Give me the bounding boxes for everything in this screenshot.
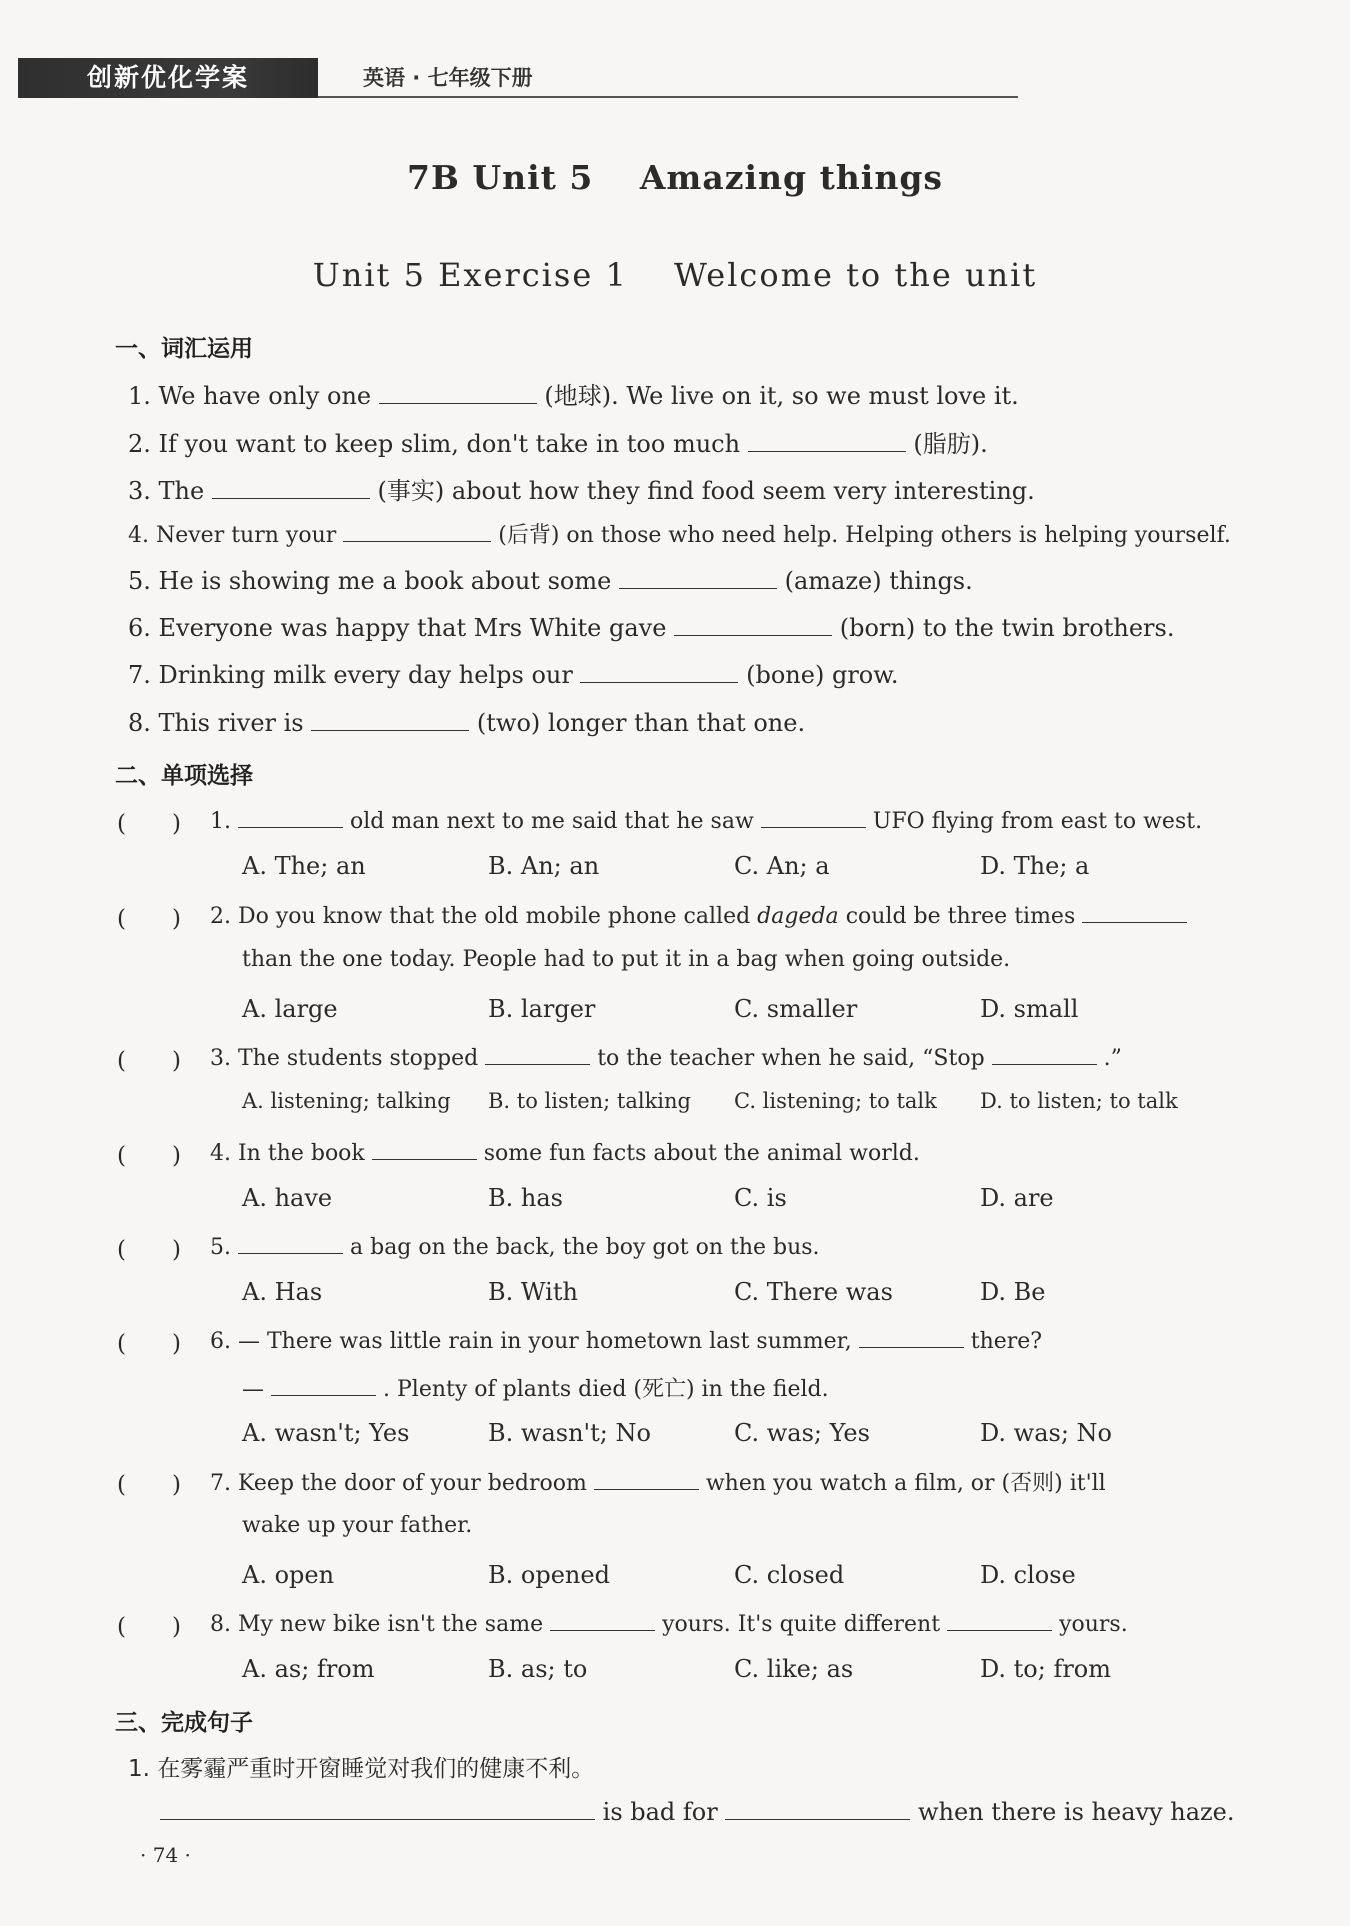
vocab-text: 2. If you want to keep slim, don't take in too much (128, 430, 741, 458)
option-c[interactable]: C. There was (734, 1278, 893, 1306)
option-a[interactable]: A. large (242, 995, 338, 1023)
mc-question-5 (210, 1231, 820, 1260)
option-b[interactable]: B. as; to (488, 1655, 588, 1683)
answer-paren[interactable]: ( ) (117, 1331, 181, 1357)
answer-paren[interactable]: ( ) (117, 811, 181, 837)
answer-blank[interactable] (212, 476, 370, 499)
question-text: a bag on the back, the boy got on the bus. (350, 1235, 820, 1260)
question-text: could be three times (845, 904, 1076, 929)
question-text: there? (970, 1329, 1043, 1354)
section1-heading: 一、词汇运用 (115, 336, 253, 362)
vocab-item-1 (128, 376, 1019, 411)
unit-title: 7B Unit 5 Amazing things (407, 158, 943, 197)
option-d[interactable]: D. to; from (980, 1655, 1112, 1683)
mc-question-8 (210, 1608, 1128, 1637)
answer-blank[interactable] (238, 805, 343, 828)
question-text: to the teacher when he said, “Stop (597, 1046, 985, 1071)
question-continuation: than the one today. People had to put it in a bag when going outside. (242, 947, 1011, 972)
answer-blank[interactable] (725, 1797, 910, 1820)
option-b[interactable]: B. With (488, 1278, 578, 1306)
question-text: 2. Do you know that the old mobile phone called (210, 904, 751, 929)
answer-blank[interactable] (485, 1042, 590, 1065)
question-text: — (242, 1377, 264, 1402)
question-text: 8. My new bike isn't the same (210, 1612, 544, 1637)
section2-heading: 二、单项选择 (115, 763, 253, 789)
vocab-text: (born) to the twin brothers. (839, 614, 1175, 642)
option-a[interactable]: A. Has (242, 1278, 323, 1306)
option-c[interactable]: C. listening; to talk (734, 1089, 937, 1113)
mc-question-7 (210, 1466, 1106, 1497)
option-a[interactable]: A. listening; talking (242, 1089, 451, 1113)
option-d[interactable]: D. close (980, 1561, 1076, 1589)
vocab-text: 4. Never turn your (128, 523, 337, 548)
vocab-text: 6. Everyone was happy that Mrs White gave (128, 614, 667, 642)
mc-question-1 (210, 805, 1202, 834)
option-a[interactable]: A. have (242, 1184, 333, 1212)
mc-question-6 (210, 1325, 1042, 1354)
option-d[interactable]: D. small (980, 995, 1079, 1023)
question-text: 4. In the book (210, 1141, 365, 1166)
answer-blank[interactable] (619, 566, 777, 589)
option-c[interactable]: C. was; Yes (734, 1419, 870, 1447)
answer-blank[interactable] (372, 1137, 477, 1160)
answer-blank[interactable] (674, 613, 832, 636)
answer-blank[interactable] (238, 1231, 343, 1254)
option-c[interactable]: C. smaller (734, 995, 858, 1023)
answer-blank[interactable] (271, 1373, 376, 1396)
translation-prompt: 1. 在雾霾严重时开窗睡觉对我们的健康不利。 (128, 1756, 595, 1782)
question-text: 1. (210, 809, 231, 834)
question-continuation (242, 1372, 829, 1403)
question-continuation: wake up your father. (242, 1513, 473, 1538)
answer-blank[interactable] (1082, 900, 1187, 923)
vocab-text: (bone) grow. (746, 661, 899, 689)
question-text: some fun facts about the animal world. (483, 1141, 920, 1166)
question-text: 3. The students stopped (210, 1046, 479, 1071)
option-c[interactable]: C. closed (734, 1561, 845, 1589)
page-number: · 74 · (140, 1843, 191, 1867)
vocab-text: 8. This river is (128, 709, 304, 737)
question-text: when you watch a film, or (否则) it'll (705, 1471, 1106, 1496)
answer-paren[interactable]: ( ) (117, 1472, 181, 1498)
option-a[interactable]: A. open (242, 1561, 335, 1589)
answer-blank[interactable] (859, 1325, 964, 1348)
mc-question-3 (210, 1042, 1122, 1071)
vocab-text: (two) longer than that one. (476, 709, 806, 737)
vocab-item-6 (128, 613, 1174, 642)
question-text: 7. Keep the door of your bedroom (210, 1471, 587, 1496)
option-a[interactable]: A. The; an (242, 852, 366, 880)
option-a[interactable]: A. as; from (242, 1655, 375, 1683)
question-text: UFO flying from east to west. (872, 809, 1203, 834)
option-d[interactable]: D. to listen; to talk (980, 1089, 1178, 1113)
option-d[interactable]: D. was; No (980, 1419, 1112, 1447)
answer-paren[interactable]: ( ) (117, 1048, 181, 1074)
question-text: 5. (210, 1235, 231, 1260)
vocab-text: (amaze) things. (784, 567, 973, 595)
option-b[interactable]: B. opened (488, 1561, 610, 1589)
vocab-item-5 (128, 566, 973, 595)
answer-paren[interactable]: ( ) (117, 906, 181, 932)
option-c[interactable]: C. is (734, 1184, 787, 1212)
header (18, 58, 1018, 98)
vocab-text: 3. The (128, 477, 205, 505)
vocab-text: (脂肪). (913, 430, 988, 458)
brand-logo: 创新优化学案 (18, 58, 318, 98)
vocab-text: (地球). We live on it, so we must love it. (544, 382, 1019, 410)
answer-blank[interactable] (550, 1608, 655, 1631)
option-b[interactable]: B. to listen; talking (488, 1089, 691, 1113)
option-b[interactable]: B. has (488, 1184, 563, 1212)
answer-blank[interactable] (748, 429, 906, 452)
book-title: 英语 · 七年级下册 (363, 66, 533, 90)
option-c[interactable]: C. like; as (734, 1655, 854, 1683)
option-d[interactable]: D. are (980, 1184, 1054, 1212)
question-text: 6. — There was little rain in your hometown last summer, (210, 1329, 852, 1354)
answer-paren[interactable]: ( ) (117, 1237, 181, 1263)
answer-paren[interactable]: ( ) (117, 1614, 181, 1640)
question-text: yours. (1059, 1612, 1128, 1637)
mc-question-4 (210, 1137, 920, 1166)
answer-blank[interactable] (594, 1467, 699, 1490)
sentence-text: when there is heavy haze. (918, 1798, 1235, 1826)
vocab-text: 5. He is showing me a book about some (128, 567, 612, 595)
vocab-item-3 (128, 471, 1035, 506)
question-text: .” (1103, 1046, 1122, 1071)
header-divider (318, 96, 1018, 98)
vocab-text: (事实) about how they find food seem very interesting. (377, 477, 1035, 505)
answer-blank[interactable] (761, 805, 866, 828)
vocab-item-2 (128, 424, 988, 459)
answer-blank[interactable] (947, 1608, 1052, 1631)
vocab-item-7 (128, 660, 899, 689)
option-c[interactable]: C. An; a (734, 852, 830, 880)
answer-blank[interactable] (343, 519, 491, 542)
answer-blank[interactable] (311, 708, 469, 731)
option-d[interactable]: D. The; a (980, 852, 1090, 880)
section3-heading: 三、完成句子 (115, 1710, 253, 1736)
answer-paren[interactable]: ( ) (117, 1143, 181, 1169)
answer-blank[interactable] (992, 1042, 1097, 1065)
answer-blank[interactable] (160, 1797, 595, 1820)
vocab-text: (后背) on those who need help. Helping others is helping yourself. (498, 523, 1231, 548)
option-b[interactable]: B. An; an (488, 852, 600, 880)
option-b[interactable]: B. wasn't; No (488, 1419, 651, 1447)
question-emphasis: dageda (757, 904, 839, 929)
vocab-item-8 (128, 708, 805, 737)
option-a[interactable]: A. wasn't; Yes (242, 1419, 410, 1447)
answer-blank[interactable] (379, 381, 537, 404)
vocab-text: 7. Drinking milk every day helps our (128, 661, 573, 689)
exercise-title: Unit 5 Exercise 1 Welcome to the unit (312, 256, 1038, 294)
answer-blank[interactable] (580, 660, 738, 683)
vocab-item-4 (128, 518, 1231, 549)
question-text: . Plenty of plants died (死亡) in the field. (383, 1377, 829, 1402)
mc-question-2 (210, 900, 1187, 929)
vocab-text: 1. We have only one (128, 382, 372, 410)
question-text: old man next to me said that he saw (350, 809, 754, 834)
question-text: yours. It's quite different (662, 1612, 941, 1637)
option-b[interactable]: B. larger (488, 995, 596, 1023)
sentence-text: is bad for (602, 1798, 718, 1826)
translation-answer-line (160, 1797, 1235, 1826)
option-d[interactable]: D. Be (980, 1278, 1046, 1306)
